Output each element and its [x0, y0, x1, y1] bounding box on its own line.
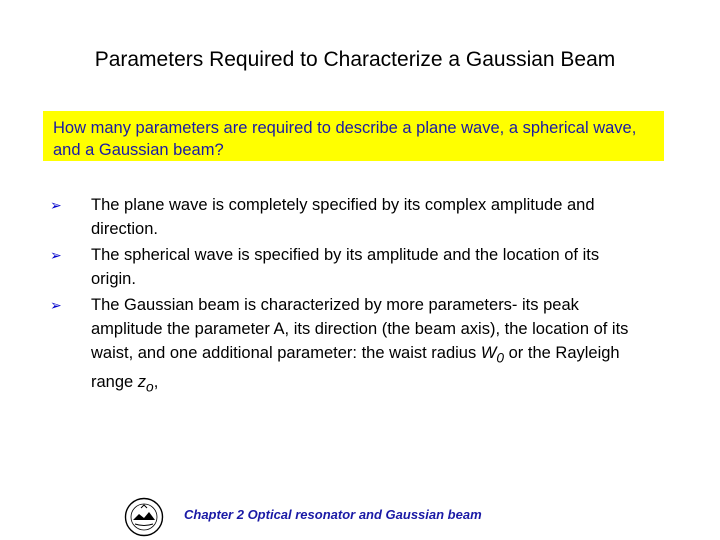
- question-box: How many parameters are required to describe a plane wave, a spherical wave, and a Gaussian beam?: [43, 111, 664, 161]
- bullet-item: [50, 293, 640, 400]
- bullet-text-end: ,: [153, 373, 159, 392]
- arrow-bullet-icon: ➢: [50, 297, 62, 313]
- university-seal-icon: [124, 497, 164, 537]
- waist-radius-subscript: 0: [496, 350, 505, 366]
- slide-title: Parameters Required to Characterize a Gaussian Beam: [94, 48, 616, 71]
- arrow-bullet-icon: ➢: [50, 247, 62, 263]
- rayleigh-range-subscript: o: [146, 379, 154, 395]
- bullet-text-middle: or the Rayleigh range: [91, 344, 620, 392]
- bullet-text: The Gaussian beam is characterized by more parameters- its peak amplitude the parameter A, its direction (the beam axis), the location of its waist, and one additional parameter: the waist radius: [91, 296, 629, 362]
- arrow-bullet-icon: ➢: [50, 197, 62, 213]
- waist-radius-symbol: W: [480, 344, 497, 362]
- bullet-item: [50, 193, 640, 241]
- bullet-text: The spherical wave is specified by its amplitude and the location of its origin.: [91, 246, 600, 288]
- bullet-item: [50, 243, 640, 291]
- rayleigh-range-symbol: z: [137, 373, 147, 392]
- footer-chapter-title: Chapter 2 Optical resonator and Gaussian beam: [184, 507, 482, 522]
- bullet-list: [50, 193, 640, 402]
- bullet-text: The plane wave is completely specified by its complex amplitude and direction.: [91, 196, 595, 238]
